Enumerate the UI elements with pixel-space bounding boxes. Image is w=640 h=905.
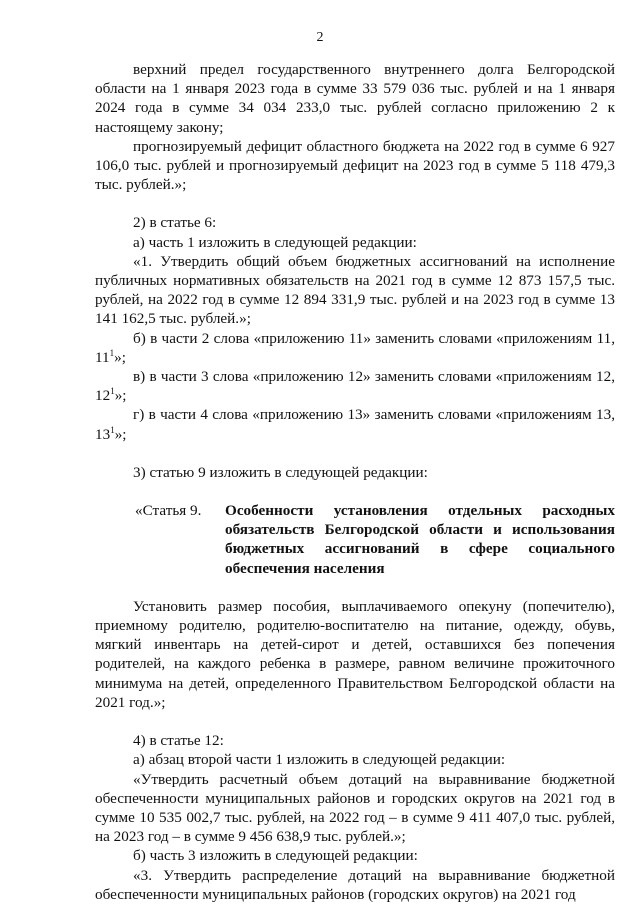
paragraph-item-g: г) в части 4 слова «приложению 13» заменить словами «приложениям 13, $13^1$»; (95, 406, 615, 443)
paragraph-item-v: в) в части 3 слова «приложению 12» заменить словами «приложениям 12, $12^1$»; (95, 368, 615, 405)
document-body (95, 60, 615, 904)
paragraph-debt-limit: верхний предел государственного внутреннего долга Белгородской области на 1 января 2023 года в сумме 33 579 036 тыс. рублей и на 1 января 2024 года в сумме 34 034 233,0 тыс. рублей согласно приложению 2 к настоящему закону; (95, 61, 615, 136)
paragraph-article-12-heading: 4) в статье 12: (133, 732, 224, 750)
paragraph-article-9-heading: 3) статью 9 изложить в следующей редакции: (133, 463, 428, 481)
paragraph-article-6-heading: 2) в статье 6: (133, 214, 217, 232)
paragraph-article-9-text: Установить размер пособия, выплачиваемого опекуну (попечителю), приемному родителю, родителю-воспитателю на питание, одежду, обувь, мягкий инвентарь на детей-сирот и детей, оставшихся без попечения родителей, на каждого ребенка в размере, равном величине прожиточного минимума на детей, определенного Правительством Белгородской области на 2021 год.»; (95, 597, 615, 711)
paragraph-item-a-12: а) абзац второй части 1 изложить в следующей редакции: (133, 751, 506, 769)
paragraph-deficit: прогнозируемый дефицит областного бюджета на 2022 год в сумме 6 927 106,0 тыс. рублей и прогнозируемый дефицит на 2023 год в сумме 5 118 479,3 тыс. рублей.»; (95, 137, 615, 194)
paragraph-item-b: б) в части 2 слова «приложению 11» заменить словами «приложениям 11, $11^1$»; (95, 329, 615, 366)
paragraph-quote-subsidy: «Утвердить расчетный объем дотаций на выравнивание бюджетной обеспеченности муниципальных районов и городских округов на 2021 год в сумме 10 535 002,7 тыс. рублей, на 2022 год – в сумме 9 411 407,0 тыс. рублей, на 2023 год – в сумме 9 456 638,9 тыс. рублей.»; (95, 770, 615, 846)
article-9-block (95, 501, 615, 578)
article-title: Особенности установления отдельных расходных обязательств Белгородской области и использования бюджетных ассигнований в сфере социального обеспечения населения (225, 502, 615, 577)
paragraph-item-a: а) часть 1 изложить в следующей редакции: (133, 233, 417, 251)
article-label: «Статья 9. (135, 502, 202, 520)
paragraph-item-b-12: б) часть 3 изложить в следующей редакции: (133, 847, 418, 865)
page-number: 2 (316, 30, 324, 45)
paragraph-quote-part-1: «1. Утвердить общий объем бюджетных ассигнований на исполнение публичных нормативных обязательств на 2021 год в сумме 12 873 157,5 тыс. рублей, на 2022 год в сумме 12 894 331,9 тыс. рублей и на 2023 год в сумме 13 141 162,5 тыс. рублей.»; (95, 252, 615, 328)
paragraph-quote-part-3: «3. Утвердить распределение дотаций на выравнивание бюджетной обеспеченности муниципальных районов (городских округов) на 2021 год (95, 866, 615, 903)
